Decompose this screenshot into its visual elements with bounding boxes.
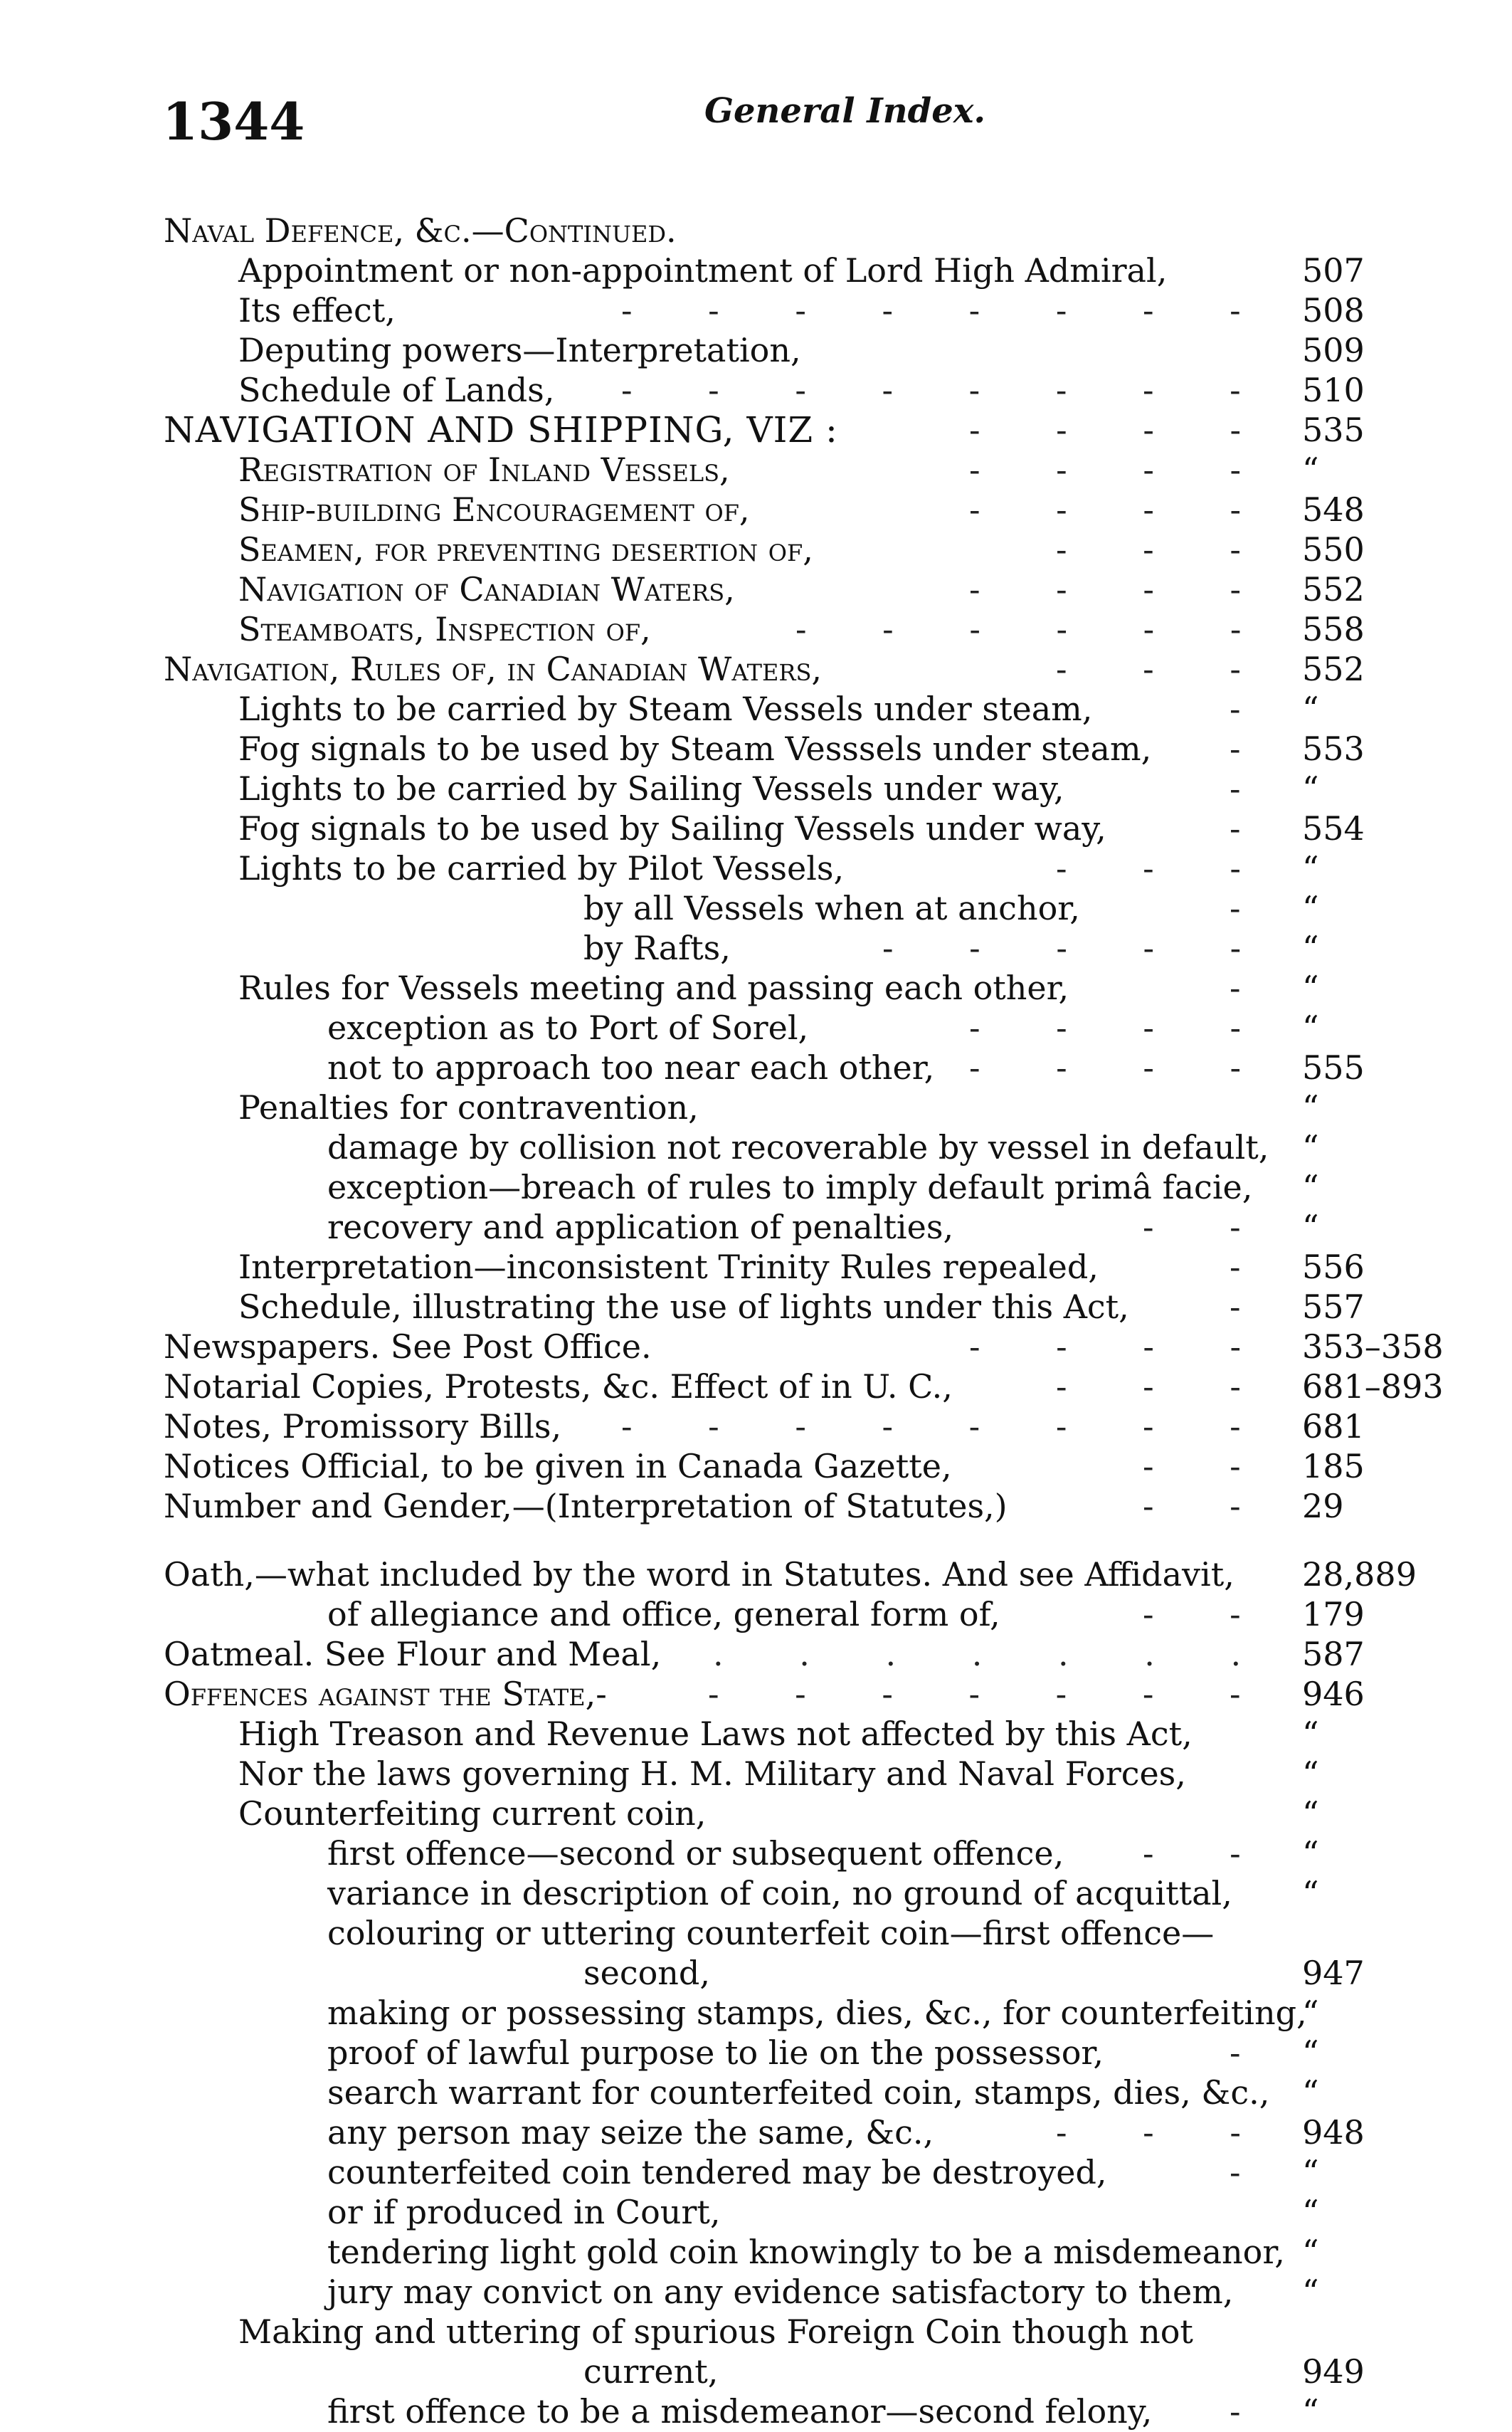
entry-leader: - - - - [969,411,1274,449]
entry-leader: - - - - - - - - [621,371,1274,409]
entry-text: by Rafts, [583,929,731,967]
index-entry [0,1714,1512,1754]
entry-text: Registration of Inland Vessels, [238,451,730,489]
entry-page-ref: “ [1302,1128,1319,1167]
entry-text: Seamen, for preventing desertion of, [238,530,813,569]
entry-leader: - [1230,809,1274,848]
entry-text: Nor the laws governing H. M. Military and Naval Forces, [238,1754,1186,1793]
entry-text: Counterfeiting current coin, [238,1794,707,1833]
entry-text: Newspapers. See Post Office. [164,1327,652,1366]
index-entry [0,888,1512,928]
entry-page-ref: “ [1302,1794,1319,1833]
entry-text: Interpretation—inconsistent Trinity Rules repealed, [238,1248,1099,1286]
entry-page-ref: 558 [1302,610,1365,648]
entry-leader: - [1230,969,1274,1007]
entry-text: or if produced in Court, [327,2193,721,2231]
index-entry [0,2272,1512,2312]
index-entry [0,769,1512,809]
entry-text: jury may convict on any evidence satisfactory to them, [327,2273,1234,2311]
index-entry [0,2232,1512,2272]
entry-page-ref: “ [1302,1009,1319,1047]
entry-leader: - [1230,1248,1274,1286]
index-entry [0,1127,1512,1167]
entry-text: damage by collision not recoverable by vessel in default, [327,1128,1269,1167]
index-entry [0,2033,1512,2073]
entry-text: Deputing powers—Interpretation, [238,331,801,369]
entry-text: Oath,—what included by the word in Statutes. And see Affidavit, [164,1555,1235,1594]
entry-text: making or possessing stamps, dies, &c., for counterfeiting, [327,1994,1307,2032]
entry-page-ref: “ [1302,769,1319,808]
entry-text: exception as to Port of Sorel, [327,1009,809,1047]
entry-leader: - - [1143,1834,1274,1873]
entry-text: Penalties for contravention, [238,1088,699,1127]
index-entry [0,1794,1512,1833]
entry-text: Ship-building Encouragement of, [238,490,750,529]
entry-page-ref: 353–358 [1302,1327,1444,1366]
entry-text: Schedule of Lands, [238,371,555,409]
index-entry [0,1247,1512,1287]
running-head: General Index. [704,91,986,131]
index-entry [0,1088,1512,1127]
entry-text: Navigation, Rules of, in Canadian Waters, [164,650,823,688]
entry-page-ref: 508 [1302,291,1365,330]
entry-leader: - - - - [969,1009,1274,1047]
entry-text: Appointment or non-appointment of Lord High Admiral, [238,251,1168,290]
index-entry [0,330,1512,370]
entry-page-ref: “ [1302,969,1319,1007]
index-entry [0,809,1512,848]
entry-text: proof of lawful purpose to lie on the possessor, [327,2033,1104,2072]
entry-text: Fog signals to be used by Steam Vesssels under steam, [238,730,1152,768]
index-entry [0,2391,1512,2431]
entry-leader: - - - - [969,1327,1274,1366]
entry-page-ref: “ [1302,2193,1319,2231]
entry-page-ref: 948 [1302,2113,1365,2152]
entry-text: Lights to be carried by Steam Vessels under steam, [238,690,1093,728]
entry-leader: - - - - [969,1048,1274,1087]
entry-text: search warrant for counterfeited coin, stamps, dies, &c., [327,2073,1270,2112]
index-entry [0,2192,1512,2232]
entry-page-ref: “ [1302,690,1319,728]
entry-page-ref: 554 [1302,809,1365,848]
index-entry [0,2073,1512,2112]
entry-leader: - - - [1056,650,1274,688]
index-entry [0,1913,1512,1953]
entry-text: current, [583,2352,719,2391]
index-entry [0,1167,1512,1207]
index-entry [0,1367,1512,1406]
index-entry [0,609,1512,649]
entry-leader: - - [1143,1487,1274,1525]
entry-page-ref: “ [1302,2153,1319,2191]
index-entry [0,1674,1512,1714]
entry-page-ref: “ [1302,1715,1319,1753]
entry-text: Lights to be carried by Pilot Vessels, [238,849,845,888]
entry-leader: - - - [1056,849,1274,888]
entry-leader: - - [1143,1447,1274,1485]
entry-text: Notarial Copies, Protests, &c. Effect of in U. C., [164,1367,953,1406]
entry-page-ref: “ [1302,1834,1319,1873]
entry-leader: - - - [1056,1367,1274,1406]
entry-leader: - - - - - - [795,610,1274,648]
index-entry [0,1287,1512,1327]
entry-leader: - [1230,769,1274,808]
entry-text: Naval Defence, &c.—Continued. [164,211,677,250]
entry-text: Notices Official, to be given in Canada Gazette, [164,1447,952,1485]
index-entry [0,1634,1512,1674]
entry-text: of allegiance and office, general form of, [327,1595,1000,1633]
entry-page-ref: “ [1302,2233,1319,2271]
entry-page-ref: 557 [1302,1288,1365,1326]
entry-text: Notes, Promissory Bills, [164,1407,562,1446]
entry-page-ref: “ [1302,1168,1319,1206]
entry-page-ref: “ [1302,889,1319,927]
index-entry [0,1554,1512,1594]
entry-leader: - [1230,690,1274,728]
entry-page-ref: “ [1302,451,1319,489]
entry-text: exception—breach of rules to imply default primâ facie, [327,1168,1253,1206]
entry-page-ref: “ [1302,2273,1319,2311]
entry-page-ref: 179 [1302,1595,1365,1633]
entry-text: Number and Gender,—(Interpretation of Statutes,) [164,1487,1008,1525]
entry-text: first offence to be a misdemeanor—second felony, [327,2392,1153,2431]
entry-text: not to approach too near each other, [327,1048,935,1087]
index-entry [0,251,1512,290]
entry-leader: - - - - - - - - [621,291,1274,330]
entry-leader: - - - [1056,2113,1274,2152]
entry-page-ref: 946 [1302,1675,1365,1713]
index-entry [0,530,1512,569]
entry-text: Making and uttering of spurious Foreign Coin though not [238,2312,1193,2351]
index-entry [0,928,1512,968]
index-entry [0,968,1512,1008]
index-entry [0,1953,1512,1993]
entry-page-ref: 949 [1302,2352,1365,2391]
entry-page-ref: 555 [1302,1048,1365,1087]
index-entry [0,1406,1512,1446]
entry-page-ref: “ [1302,2392,1319,2431]
entry-text: Rules for Vessels meeting and passing each other, [238,969,1069,1007]
entry-leader: - - [1143,1595,1274,1633]
entry-text: Oatmeal. See Flour and Meal, [164,1635,662,1673]
entry-leader: - - - - [969,451,1274,489]
entry-leader: - - - - [969,570,1274,609]
entry-page-ref: 510 [1302,371,1365,409]
entry-text: Fog signals to be used by Sailing Vessels under way, [238,809,1106,848]
index-entries [0,211,1512,2431]
entry-page-ref: “ [1302,2033,1319,2072]
entry-page-ref: “ [1302,1088,1319,1127]
entry-text: Lights to be carried by Sailing Vessels under way, [238,769,1064,808]
entry-page-ref: “ [1302,929,1319,967]
index-entry [0,689,1512,729]
entry-text: Schedule, illustrating the use of lights under this Act, [238,1288,1129,1326]
entry-leader: - - - - - - - - [621,1407,1274,1446]
entry-leader: - [1230,889,1274,927]
entry-leader: - [1230,1288,1274,1326]
entry-page-ref: 550 [1302,530,1365,569]
index-entry [0,290,1512,330]
index-entry [0,1833,1512,1873]
index-entry [0,1993,1512,2033]
entry-page-ref: “ [1302,2073,1319,2112]
entry-page-ref: 681 [1302,1407,1365,1446]
index-entry [0,490,1512,530]
entry-text: High Treason and Revenue Laws not affected by this Act, [238,1715,1193,1753]
entry-page-ref: “ [1302,1874,1319,1912]
index-entry [0,370,1512,410]
entry-text: any person may seize the same, &c., [327,2113,934,2152]
entry-page-ref: 535 [1302,411,1365,449]
entry-page-ref: 681–893 [1302,1367,1444,1406]
index-entry [0,569,1512,609]
entry-page-ref: 29 [1302,1487,1344,1525]
entry-leader: - - - [1056,530,1274,569]
entry-text: by all Vessels when at anchor, [583,889,1080,927]
index-entry [0,410,1512,450]
index-entry [0,2112,1512,2152]
entry-leader: - - - - [969,490,1274,529]
index-entry [0,848,1512,888]
entry-leader: - - [1143,1208,1274,1246]
entry-page-ref: 548 [1302,490,1365,529]
entry-text: Its effect, [238,291,396,330]
entry-leader: - - - - - [882,929,1274,967]
entry-page-ref: 552 [1302,650,1365,688]
entry-page-ref: “ [1302,1754,1319,1793]
index-entry [0,211,1512,251]
entry-text: colouring or uttering counterfeit coin—first offence— [327,1914,1215,1952]
index-entry [0,1754,1512,1794]
index-entry [0,1327,1512,1367]
index-entry [0,729,1512,769]
entry-page-ref: 947 [1302,1954,1365,1992]
index-entry [0,1873,1512,1913]
entry-page-ref: 552 [1302,570,1365,609]
entry-leader: - [1230,2392,1274,2431]
section-gap [0,1526,1512,1554]
index-entry [0,1008,1512,1048]
entry-text: Steamboats, Inspection of, [238,610,651,648]
entry-page-ref: “ [1302,1994,1319,2032]
entry-page-ref: “ [1302,849,1319,888]
index-entry [0,1446,1512,1486]
entry-leader: - - - - - - - [708,1675,1274,1713]
index-entry [0,450,1512,490]
index-entry [0,1486,1512,1526]
entry-page-ref: 556 [1302,1248,1365,1286]
entry-text: variance in description of coin, no ground of acquittal, [327,1874,1232,1912]
index-entry [0,1207,1512,1247]
entry-page-ref: 509 [1302,331,1365,369]
index-entry [0,2152,1512,2192]
entry-leader: . . . . . . . [713,1635,1274,1673]
entry-leader: - [1230,730,1274,768]
entry-text: first offence—second or subsequent offence, [327,1834,1064,1873]
entry-text: NAVIGATION AND SHIPPING, VIZ : [164,409,838,451]
entry-page-ref: “ [1302,1208,1319,1246]
entry-page-ref: 28,889 [1302,1555,1417,1594]
entry-text: recovery and application of penalties, [327,1208,954,1246]
entry-text: second, [583,1954,710,1992]
entry-text: counterfeited coin tendered may be destroyed, [327,2153,1107,2191]
index-entry [0,649,1512,689]
index-entry [0,1048,1512,1088]
entry-leader: - [1230,2033,1274,2072]
entry-page-ref: 587 [1302,1635,1365,1673]
page-number: 1344 [162,91,305,152]
entry-page-ref: 507 [1302,251,1365,290]
index-entry [0,1594,1512,1634]
entry-text: tendering light gold coin knowingly to be a misdemeanor, [327,2233,1285,2271]
index-entry [0,2352,1512,2391]
entry-text: Navigation of Canadian Waters, [238,570,735,609]
entry-text: Offences against the State,- [164,1675,607,1713]
entry-page-ref: 185 [1302,1447,1365,1485]
index-entry [0,2312,1512,2352]
entry-page-ref: 553 [1302,730,1365,768]
entry-leader: - [1230,2153,1274,2191]
